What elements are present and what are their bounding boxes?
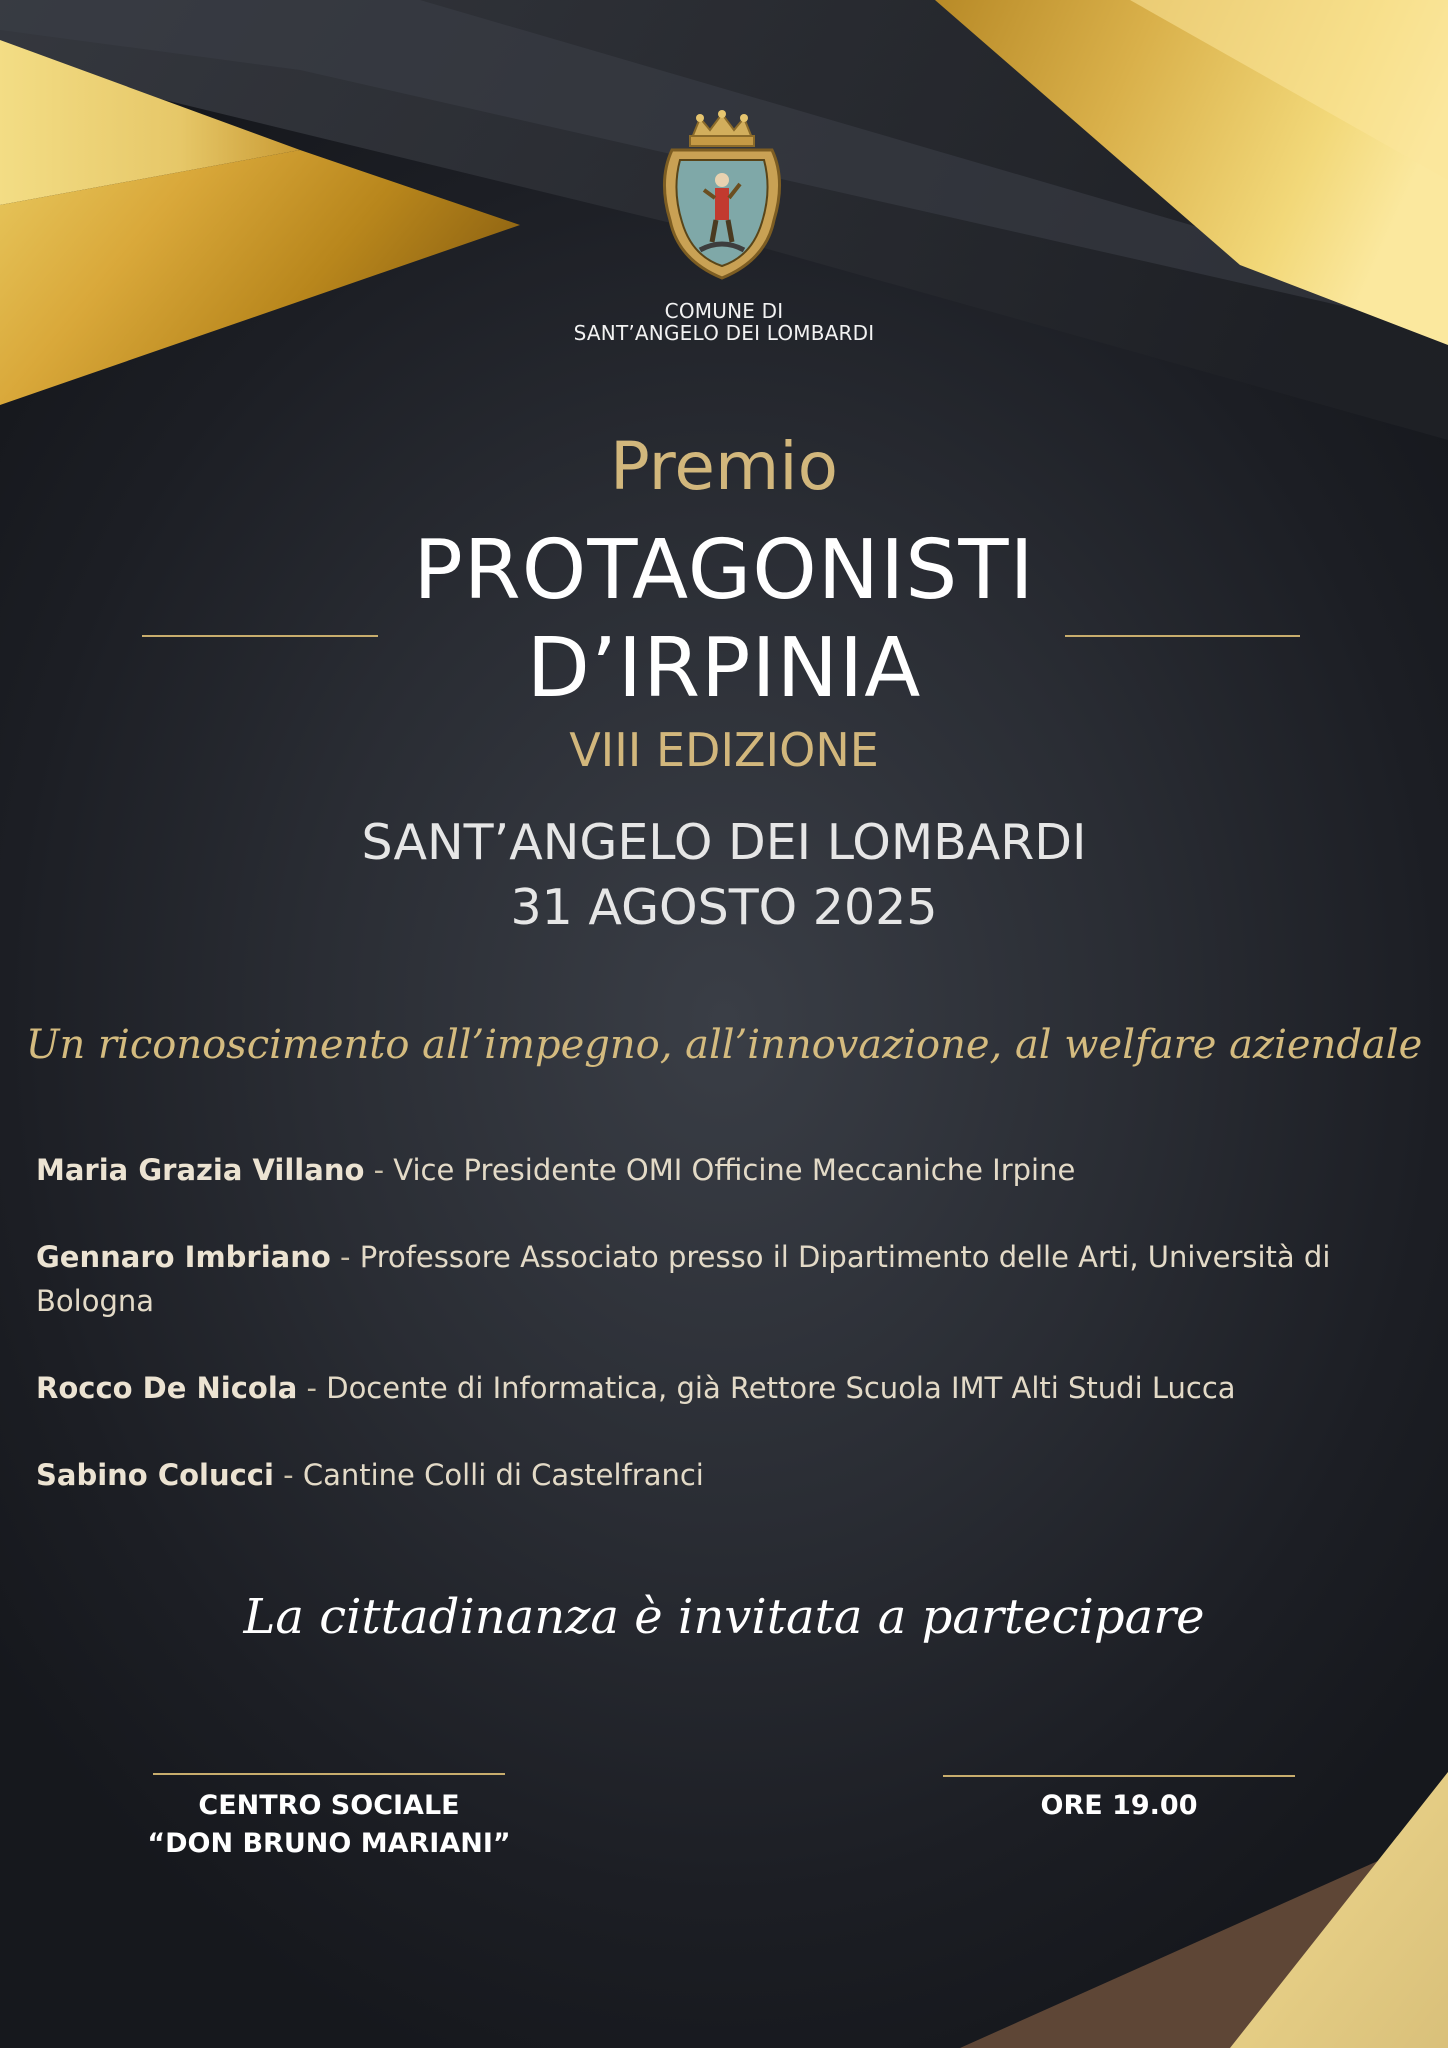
award-title-line-1: PROTAGONISTI xyxy=(413,523,1035,618)
title-divider-right xyxy=(1065,635,1300,637)
honoree-item xyxy=(36,1366,1416,1410)
venue-label xyxy=(130,1787,528,1863)
title-divider-left xyxy=(142,635,378,637)
honoree-role: Cantine Colli di Castelfranci xyxy=(302,1458,704,1492)
venue-divider xyxy=(153,1773,505,1775)
comune-line-1: COMUNE DI xyxy=(664,299,784,323)
award-title-line-2: D’IRPINIA xyxy=(526,621,922,716)
premio-heading: Premio xyxy=(610,428,838,505)
honoree-name: Sabino Colucci xyxy=(36,1458,274,1492)
coat-of-arms-icon xyxy=(652,110,792,285)
honoree-item xyxy=(36,1453,1416,1497)
honoree-role: Professore Associato presso il Dipartimento delle Arti, Università di Bologna xyxy=(36,1240,1331,1318)
honoree-role: Docente di Informatica, già Rettore Scuola IMT Alti Studi Lucca xyxy=(326,1371,1236,1405)
event-time: ORE 19.00 xyxy=(1040,1790,1198,1821)
honoree-name: Maria Grazia Villano xyxy=(36,1153,365,1187)
honorees-list xyxy=(36,1148,1416,1540)
honoree-separator: - xyxy=(297,1371,327,1405)
honoree-item xyxy=(36,1235,1416,1323)
time-divider xyxy=(943,1775,1295,1777)
edition-label: VIII EDIZIONE xyxy=(569,723,879,777)
honoree-role: Vice Presidente OMI Officine Meccaniche Irpine xyxy=(393,1153,1076,1187)
honoree-separator: - xyxy=(273,1458,303,1492)
honoree-separator: - xyxy=(330,1240,360,1274)
motto-text: Un riconoscimento all’impegno, all’innovazione, al welfare aziendale xyxy=(25,1022,1423,1068)
award-title xyxy=(0,522,1448,718)
event-location-date xyxy=(0,810,1448,940)
honoree-name: Rocco De Nicola xyxy=(36,1371,298,1405)
honoree-item xyxy=(36,1148,1416,1192)
comune-label xyxy=(0,300,1448,344)
event-place: SANT’ANGELO DEI LOMBARDI xyxy=(361,814,1087,871)
venue-line-1: CENTRO SOCIALE xyxy=(198,1790,460,1821)
venue-line-2: “DON BRUNO MARIANI” xyxy=(147,1828,511,1859)
comune-line-2: SANT’ANGELO DEI LOMBARDI xyxy=(573,321,875,345)
event-date: 31 AGOSTO 2025 xyxy=(510,879,938,936)
invitation-text: La cittadinanza è invitata a partecipare xyxy=(243,1589,1205,1645)
honoree-separator: - xyxy=(364,1153,394,1187)
honoree-name: Gennaro Imbriano xyxy=(36,1240,331,1274)
